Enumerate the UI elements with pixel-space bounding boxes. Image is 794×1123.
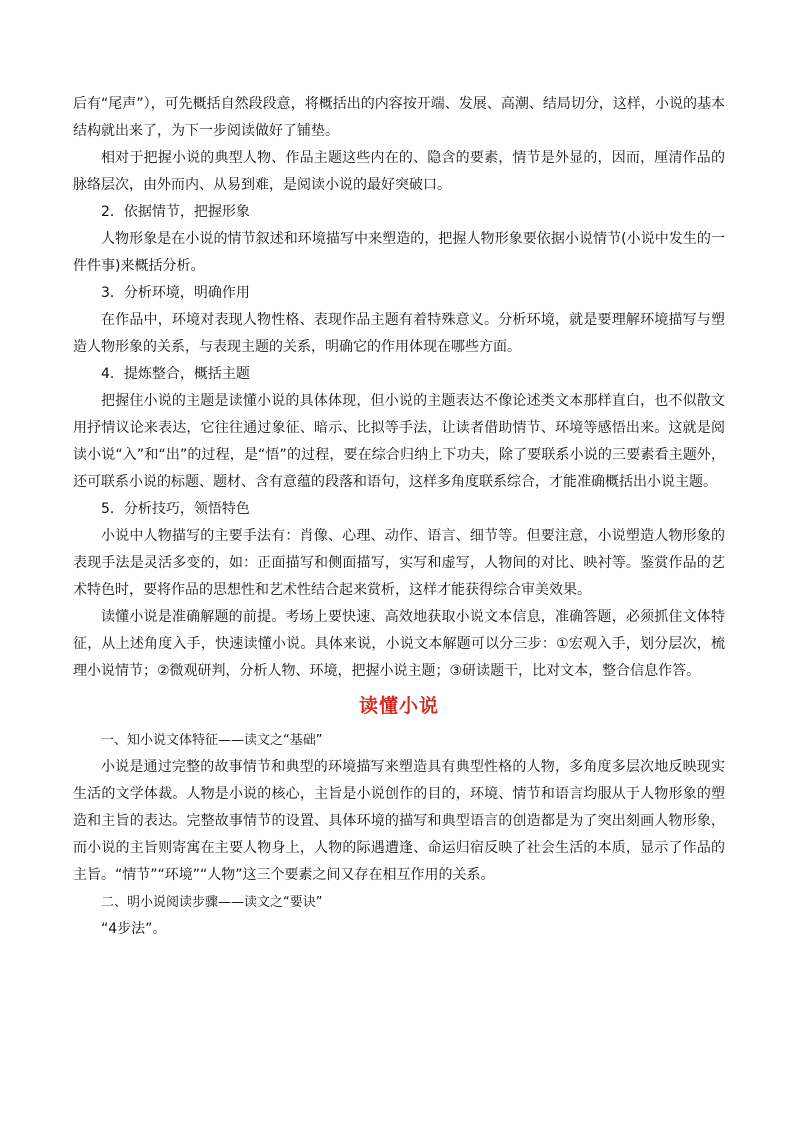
- paragraph: 后有“尾声”），可先概括自然段段意，将概括出的内容按开端、发展、高潮、结局切分，这样，小说的基本结构就出来了，为下一步阅读做好了铺垫。: [73, 96, 725, 139]
- section-heading: 一、知小说文体特征——读文之“基础”: [101, 733, 323, 748]
- paragraph: 把握住小说的主题是读懂小说的具体体现，但小说的主题表达不像论述类文本那样直白，也不似散文用抒情议论来表达，它往往通过象征、暗示、比拟等手法，让读者借助情节、环境等感悟出来。这就是阅读小说“入”和“出”的过程，是“悟”的过程，要在综合归纳上下功夫，除了要联系小说的三要素看主题外，还可联系小说的标题、题材、含有意蕴的段落和语句，这样多角度联系综合，才能准确概括出小说主题。: [73, 393, 725, 490]
- section-title: 读懂小说: [358, 695, 439, 717]
- subheading: 5．分析技巧，领悟特色: [101, 501, 250, 517]
- paragraph: 人物形象是在小说的情节叙述和环境描写中来塑造的，把握人物形象要依据小说情节(小说中发生的一件件事)来概括分析。: [73, 231, 725, 274]
- subheading: 4．提炼整合，概括主题: [101, 366, 250, 382]
- paragraph: 小说中人物描写的主要手法有：肖像、心理、动作、语言、细节等。但要注意，小说塑造人物形象的表现手法是灵活多变的，如：正面描写和侧面描写，实写和虚写，人物间的对比、映衬等。鉴赏作品的艺术特色时，要将作品的思想性和艺术性结合起来赏析，这样才能获得综合审美效果。: [73, 528, 725, 598]
- paragraph: 小说是通过完整的故事情节和典型的环境描写来塑造具有典型性格的人物，多角度多层次地反映现实生活的文学体裁。人物是小说的核心，主旨是小说创作的目的，环境、情节和语言均服从于人物形象的塑造和主旨的表达。完整故事情节的设置、具体环境的描写和典型语言的创造都是为了突出刻画人物形象，而小说的主旨则寄寓在主要人物身上，人物的际遇遭逢、命运归宿反映了社会生活的本质，显示了作品的主旨。“情节”“环境”“人物”这三个要素之间又存在相互作用的关系。: [73, 759, 725, 883]
- subheading: 3．分析环境，明确作用: [101, 285, 250, 301]
- subheading: 2．依据情节，把握形象: [101, 204, 250, 220]
- section-heading: 二、明小说阅读步骤——读文之“要诀”: [101, 895, 323, 910]
- paragraph: 读懂小说是准确解题的前提。考场上要快速、高效地获取小说文本信息，准确答题，必须抓住文体特征，从上述角度入手，快速读懂小说。具体来说，小说文本解题可以分三步：①宏观入手，划分层次，梳理小说情节；②微观研判，分析人物、环境，把握小说主题；③研读题干，比对文本，整合信息作答。: [73, 609, 725, 679]
- paragraph: 在作品中，环境对表现人物性格、表现作品主题有着特殊意义。分析环境，就是要理解环境描写与塑造人物形象的关系，与表现主题的关系，明确它的作用体现在哪些方面。: [73, 312, 725, 355]
- paragraph: 相对于把握小说的典型人物、作品主题这些内在的、隐含的要素，情节是外显的，因而，厘清作品的脉络层次，由外而内、从易到难，是阅读小说的最好突破口。: [73, 150, 725, 193]
- paragraph: “4步法”。: [101, 921, 167, 937]
- document-page: [73, 91, 725, 943]
